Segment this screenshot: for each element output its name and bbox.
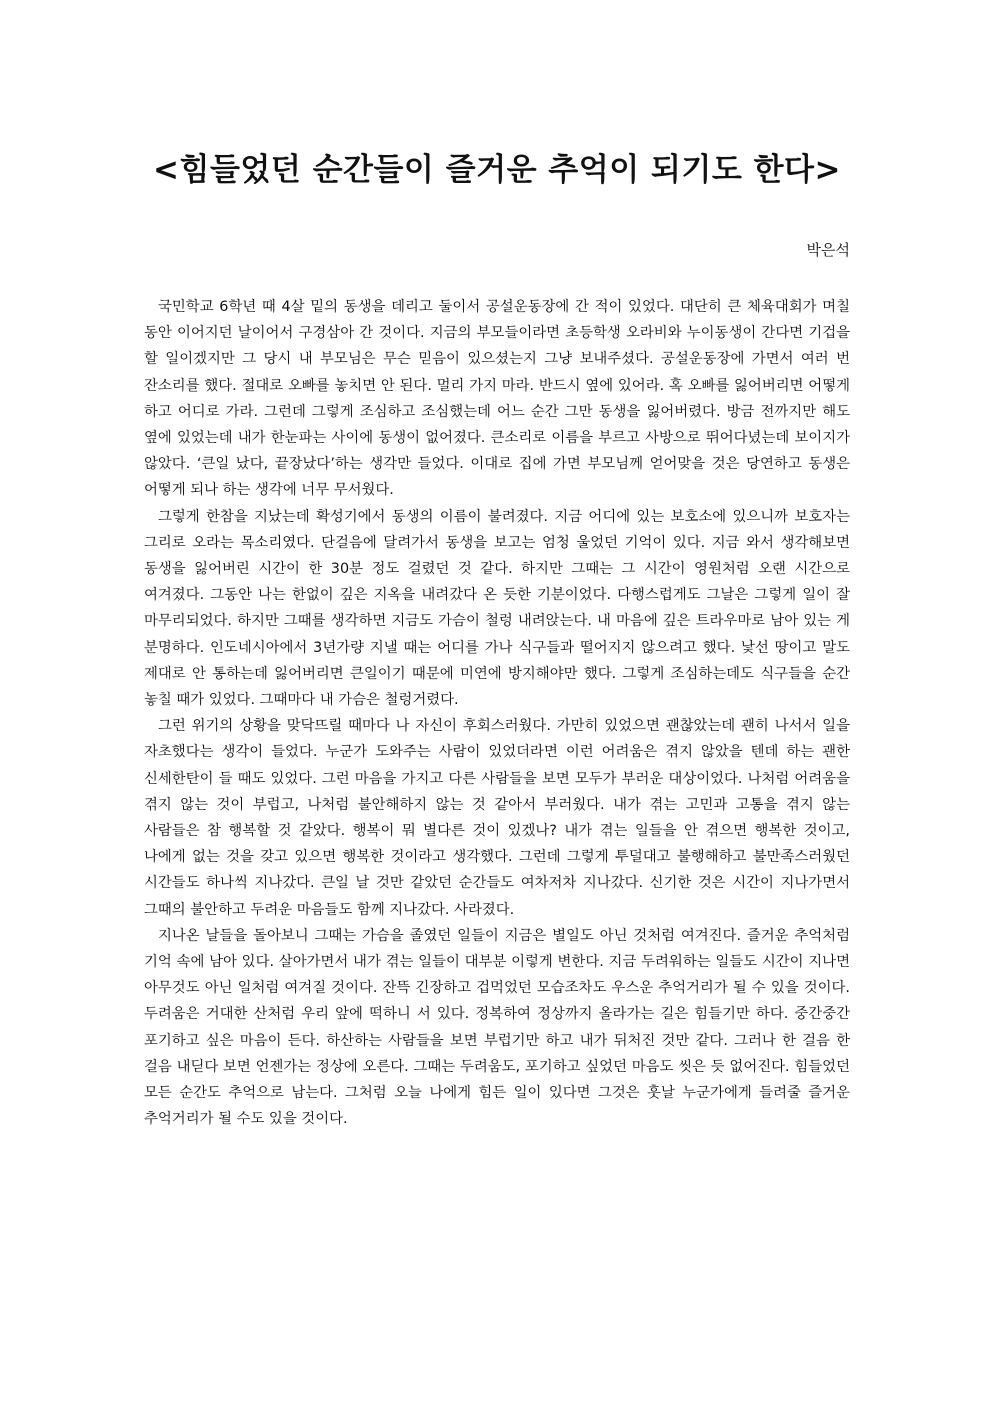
paragraph-3: 그런 위기의 상황을 맞닥뜨릴 때마다 나 자신이 후회스러웠다. 가만히 있었으면 괜찮았는데 괜히 나서서 일을 자초했다는 생각이 들었다. 누군가 도와주는 사람이 있었더라면 이런 어려움은 겪지 않았을 텐데 하는 괜한 신세한탄이 들 때도 있었다. 그런 마음을 가지고 다른 사람들을 보면 모두가 부러운 대상이었다. 나처럼 어려움을 겪지 않는 것이 부럽고, 나처럼 불안해하지 않는 것 같아서 부러웠다. 내가 겪는 고민과 고통을 겪지 않는 사람들은 참 행복할 것 같았다. 행복이 뭐 별다른 것이 있겠나? 내가 겪는 일들을 안 겪으면 행복한 것이고, 나에게 없는 것을 갖고 있으면 행복한 것이라고 생각했다. 그런데 그렇게 투덜대고 불행해하고 불만족스러웠던 시간들도 하나씩 지나갔다. 큰일 날 것만 같았던 순간들도 여차저차 지나갔다. 신기한 것은 시간이 지나가면서 그때의 불안하고 두려운 마음들도 함께 지나갔다. 사라졌다. (144, 718, 850, 918)
author-name: 박은석 (806, 241, 850, 259)
paragraph-2: 그렇게 한참을 지났는데 확성기에서 동생의 이름이 불려졌다. 지금 어디에 있는 보호소에 있으니까 보호자는 그리로 오라는 목소리였다. 단걸음에 달려가서 동생을 보고는 엄청 울었던 기억이 있다. 지금 와서 생각해보면 동생을 잃어버린 시간이 한 30분 정도 걸렸던 것 같다. 하지만 그때는 그 시간이 영원처럼 오랜 시간으로 여겨졌다. 그동안 나는 한없이 깊은 지옥을 내려갔다 온 듯한 기분이었다. 다행스럽게도 그날은 그렇게 일이 잘 마무리되었다. 하지만 그때를 생각하면 지금도 가슴이 철렁 내려앉는다. 내 마음에 깊은 트라우마로 남아 있는 게 분명하다. 인도네시아에서 3년가량 지낼 때는 어디를 가나 식구들과 떨어지지 않으려고 했다. 낯선 땅이고 말도 제대로 안 통하는데 잃어버리면 큰일이기 때문에 미연에 방지해야만 했다. 그렇게 조심하는데도 식구들을 순간 놓칠 때가 있었다. 그때마다 내 가슴은 철렁거렸다. (144, 508, 850, 709)
document-body (144, 294, 850, 1133)
paragraph-1: 국민학교 6학년 때 4살 밑의 동생을 데리고 둘이서 공설운동장에 간 적이 있었다. 대단히 큰 체육대회가 며칠 동안 이어지던 날이어서 구경삼아 간 것이다. 지금의 부모들이라면 초등학생 오라비와 누이동생이 간다면 기겁을 할 일이겠지만 그 당시 내 부모님은 무슨 믿음이 있으셨는지 그냥 보내주셨다. 공설운동장에 가면서 여러 번 잔소리를 했다. 절대로 오빠를 놓치면 안 된다. 멀리 가지 마라. 반드시 옆에 있어라. 혹 오빠를 잃어버리면 어떻게 하고 어디로 가라. 그런데 그렇게 조심하고 조심했는데 어느 순간 그만 동생을 잃어버렸다. 방금 전까지만 해도 옆에 있었는데 내가 한눈파는 사이에 동생이 없어졌다. 큰소리로 이름을 부르고 사방으로 뛰어다녔는데 보이지가 않았다. ‘큰일 났다, 끝장났다’하는 생각만 들었다. 이대로 집에 가면 부모님께 얻어맞을 것은 당연하고 동생은 어떻게 되나 하는 생각에 너무 무서웠다. (144, 299, 850, 499)
document-title: <힘들었던 순간들이 즐거운 추억이 되기도 한다> (153, 152, 841, 188)
paragraph-4: 지나온 날들을 돌아보니 그때는 가슴을 졸였던 일들이 지금은 별일도 아닌 것처럼 여겨진다. 즐거운 추억처럼 기억 속에 남아 있다. 살아가면서 내가 겪는 일들이 대부분 이렇게 변한다. 지금 두려워하는 일들도 시간이 지나면 아무것도 아닌 일처럼 여겨질 것이다. 잔뜩 긴장하고 겁먹었던 모습조차도 우스운 추억거리가 될 수 있을 것이다. 두려움은 거대한 산처럼 우리 앞에 떡하니 서 있다. 정복하여 정상까지 올라가는 길은 힘들기만 하다. 중간중간 포기하고 싶은 마음이 든다. 하산하는 사람들을 보면 부럽기만 하고 내가 뒤처진 것만 같다. 그러나 한 걸음 한 걸음 내딛다 보면 언젠가는 정상에 오른다. 그때는 두려움도, 포기하고 싶었던 마음도 씻은 듯 없어진다. 힘들었던 모든 순간도 추억으로 남는다. 그처럼 오늘 나에게 힘든 일이 있다면 그것은 훗날 누군가에게 들려줄 즐거운 추억거리가 될 수도 있을 것이다. (144, 927, 850, 1128)
document-page (144, 150, 850, 1133)
